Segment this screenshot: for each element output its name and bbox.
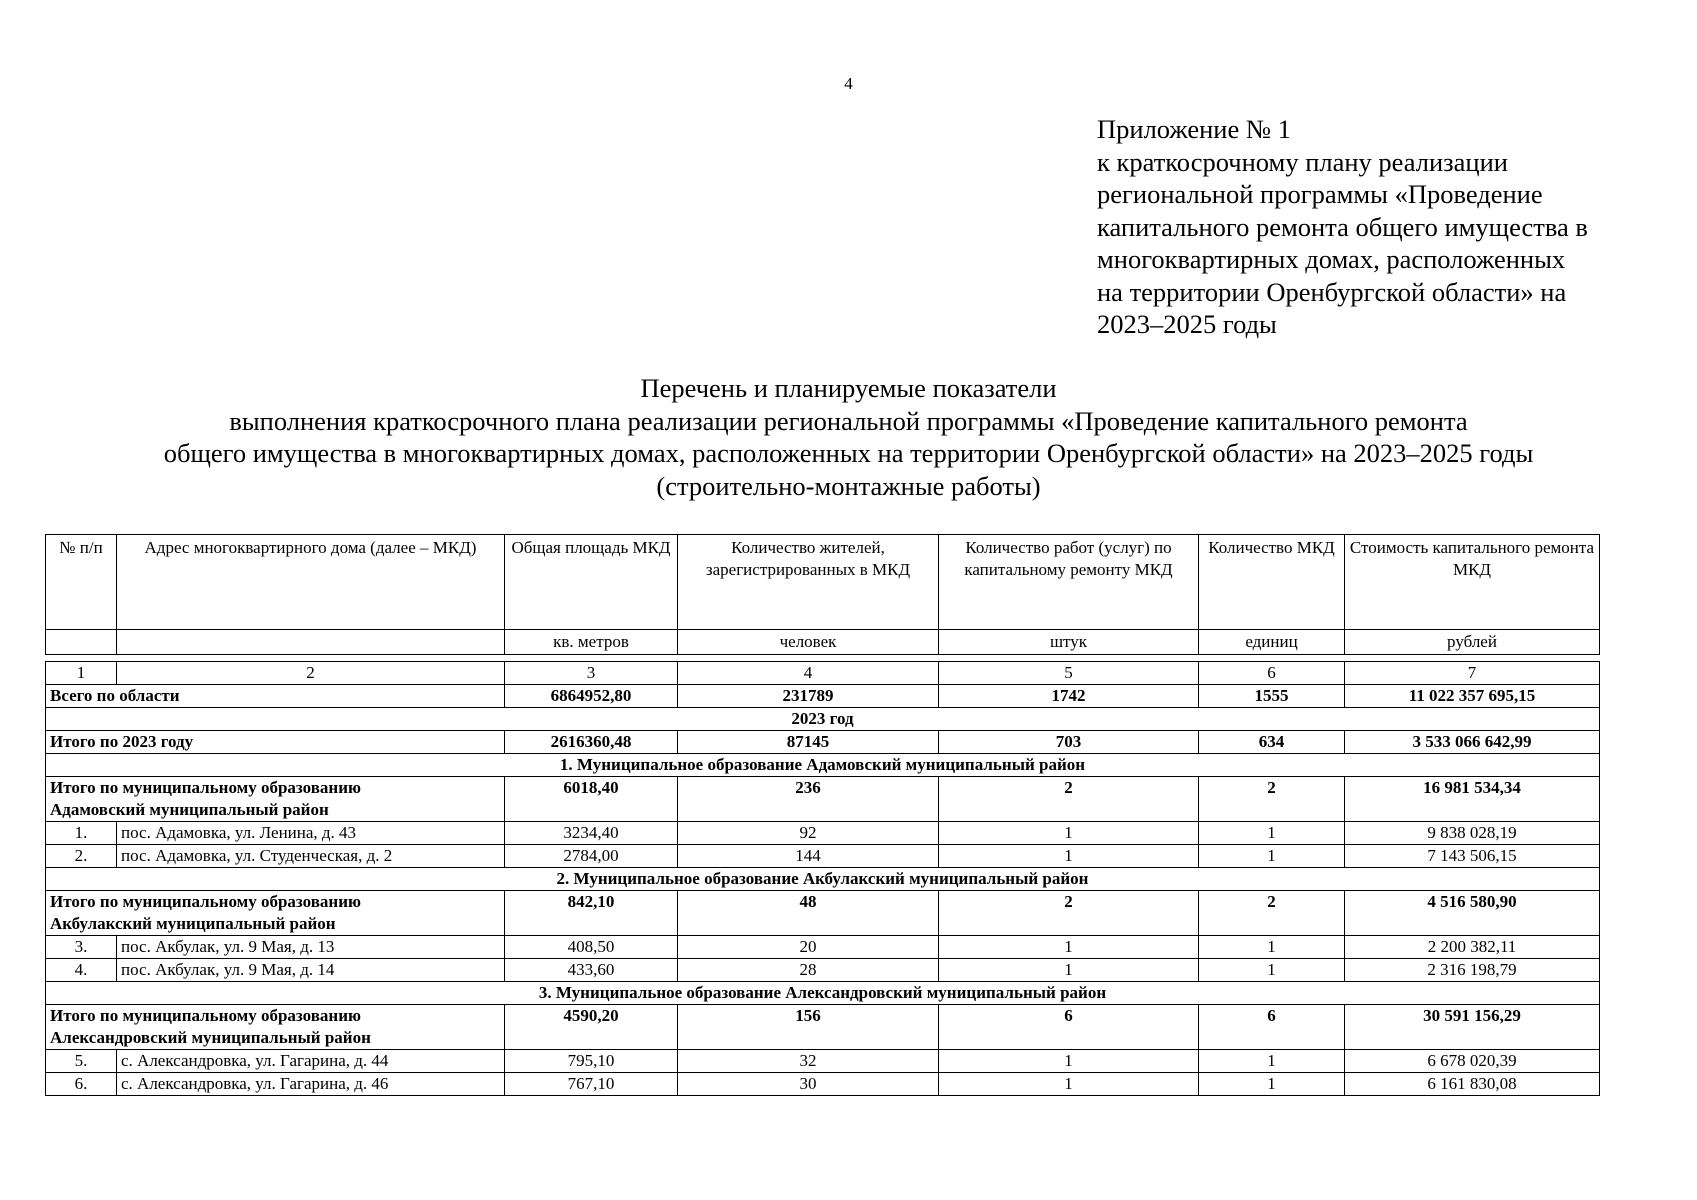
unit-cell	[117, 630, 505, 655]
title-line: Перечень и планируемые показатели	[640, 373, 1057, 403]
total-year-row	[46, 731, 1600, 754]
subtotal-cost: 30 591 156,29	[1345, 1005, 1600, 1050]
header-residents: Количество жителей, зарегистрированных в МКД	[678, 535, 939, 630]
row-area: 795,10	[505, 1050, 678, 1073]
row-cost: 2 316 198,79	[1345, 959, 1600, 982]
row-address: пос. Адамовка, ул. Ленина, д. 43	[117, 822, 505, 845]
subtotal-label-line: Итого по муниципальному образованию	[50, 778, 361, 797]
header-works: Количество работ (услуг) по капитальному ремонту МКД	[939, 535, 1199, 630]
row-residents: 92	[678, 822, 939, 845]
appendix-block	[1097, 113, 1657, 341]
total-year-area: 2616360,48	[505, 731, 678, 754]
section-subtotal-row	[46, 1005, 1600, 1050]
row-count: 1	[1199, 1050, 1345, 1073]
row-address: пос. Акбулак, ул. 9 Мая, д. 14	[117, 959, 505, 982]
subtotal-works: 2	[939, 777, 1199, 822]
total-region-residents: 231789	[678, 685, 939, 708]
page-number: 4	[844, 74, 853, 93]
section-heading-row	[46, 982, 1600, 1005]
row-num: 5.	[46, 1050, 117, 1073]
subtotal-works: 6	[939, 1005, 1199, 1050]
total-region-area: 6864952,80	[505, 685, 678, 708]
total-year-cost: 3 533 066 642,99	[1345, 731, 1600, 754]
row-address: с. Александровка, ул. Гагарина, д. 46	[117, 1073, 505, 1096]
table-row	[46, 959, 1600, 982]
header-count: Количество МКД	[1199, 535, 1345, 630]
table-row	[46, 822, 1600, 845]
subtotal-count: 6	[1199, 1005, 1345, 1050]
row-count: 1	[1199, 845, 1345, 868]
col-number: 7	[1345, 662, 1600, 685]
col-number: 3	[505, 662, 678, 685]
total-year-residents: 87145	[678, 731, 939, 754]
row-residents: 32	[678, 1050, 939, 1073]
appendix-line: к краткосрочному плану реализации	[1097, 146, 1508, 177]
row-works: 1	[939, 936, 1199, 959]
subtotal-count: 2	[1199, 891, 1345, 936]
appendix-line: Приложение № 1	[1097, 114, 1292, 144]
section-heading-row	[46, 754, 1600, 777]
row-residents: 28	[678, 959, 939, 982]
document-title	[0, 372, 1697, 502]
unit-cell: человек	[678, 630, 939, 655]
col-number: 2	[117, 662, 505, 685]
subtotal-area: 4590,20	[505, 1005, 678, 1050]
subtotal-count: 2	[1199, 777, 1345, 822]
table-row	[46, 845, 1600, 868]
total-year-count: 634	[1199, 731, 1345, 754]
row-works: 1	[939, 1073, 1199, 1096]
subtotal-label-line: Акбулакский муниципальный район	[50, 914, 336, 933]
title-line: (строительно-монтажные работы)	[656, 470, 1041, 501]
total-region-label: Всего по области	[46, 685, 505, 708]
subtotal-area: 6018,40	[505, 777, 678, 822]
unit-cell	[46, 630, 117, 655]
section-heading: 1. Муниципальное образование Адамовский муниципальный район	[46, 754, 1600, 777]
appendix-line: на территории Оренбургской области» на	[1097, 276, 1567, 307]
total-year-label: Итого по 2023 году	[46, 731, 505, 754]
row-area: 433,60	[505, 959, 678, 982]
row-count: 1	[1199, 959, 1345, 982]
data-table	[45, 661, 1600, 1096]
unit-cell: рублей	[1345, 630, 1600, 655]
total-region-works: 1742	[939, 685, 1199, 708]
section-heading-row	[46, 868, 1600, 891]
row-num: 3.	[46, 936, 117, 959]
table-row	[46, 1073, 1600, 1096]
row-cost: 6 678 020,39	[1345, 1050, 1600, 1073]
header-cost: Стоимость капитального ремонта МКД	[1345, 535, 1600, 630]
column-number-row	[46, 662, 1600, 685]
unit-cell: единиц	[1199, 630, 1345, 655]
row-works: 1	[939, 845, 1199, 868]
year-heading-row	[46, 708, 1600, 731]
total-region-count: 1555	[1199, 685, 1345, 708]
row-area: 408,50	[505, 936, 678, 959]
row-residents: 30	[678, 1073, 939, 1096]
row-address: пос. Адамовка, ул. Студенческая, д. 2	[117, 845, 505, 868]
unit-cell: штук	[939, 630, 1199, 655]
subtotal-residents: 156	[678, 1005, 939, 1050]
row-cost: 9 838 028,19	[1345, 822, 1600, 845]
col-number: 6	[1199, 662, 1345, 685]
col-number: 5	[939, 662, 1199, 685]
header-address: Адрес многоквартирного дома (далее – МКД)	[117, 535, 505, 630]
section-subtotal-label	[46, 891, 505, 936]
table-row	[46, 1050, 1600, 1073]
subtotal-cost: 4 516 580,90	[1345, 891, 1600, 936]
row-works: 1	[939, 959, 1199, 982]
row-works: 1	[939, 1050, 1199, 1073]
subtotal-label-line: Итого по муниципальному образованию	[50, 892, 361, 911]
col-number: 1	[46, 662, 117, 685]
col-number: 4	[678, 662, 939, 685]
section-subtotal-row	[46, 777, 1600, 822]
subtotal-residents: 48	[678, 891, 939, 936]
row-cost: 7 143 506,15	[1345, 845, 1600, 868]
row-works: 1	[939, 822, 1199, 845]
appendix-line: многоквартирных домах, расположенных	[1097, 244, 1566, 274]
row-residents: 144	[678, 845, 939, 868]
row-count: 1	[1199, 822, 1345, 845]
row-cost: 2 200 382,11	[1345, 936, 1600, 959]
row-address: с. Александровка, ул. Гагарина, д. 44	[117, 1050, 505, 1073]
row-area: 767,10	[505, 1073, 678, 1096]
table-row	[46, 936, 1600, 959]
title-line: общего имущества в многоквартирных домах, расположенных на территории Оренбургской области» на 2023–2025 годы	[163, 438, 1534, 468]
section-heading: 3. Муниципальное образование Александровский муниципальный район	[46, 982, 1600, 1005]
unit-cell: кв. метров	[505, 630, 678, 655]
row-num: 4.	[46, 959, 117, 982]
section-heading: 2. Муниципальное образование Акбулакский муниципальный район	[46, 868, 1600, 891]
year-heading: 2023 год	[46, 708, 1600, 731]
subtotal-cost: 16 981 534,34	[1345, 777, 1600, 822]
section-subtotal-label	[46, 777, 505, 822]
appendix-line: капитального ремонта общего имущества в	[1097, 211, 1588, 242]
total-year-works: 703	[939, 731, 1199, 754]
section-subtotal-row	[46, 891, 1600, 936]
subtotal-residents: 236	[678, 777, 939, 822]
row-address: пос. Акбулак, ул. 9 Мая, д. 13	[117, 936, 505, 959]
title-line: выполнения краткосрочного плана реализации региональной программы «Проведение капитального ремонта	[229, 405, 1468, 436]
subtotal-works: 2	[939, 891, 1199, 936]
row-area: 3234,40	[505, 822, 678, 845]
subtotal-area: 842,10	[505, 891, 678, 936]
row-count: 1	[1199, 1073, 1345, 1096]
row-area: 2784,00	[505, 845, 678, 868]
total-region-row	[46, 685, 1600, 708]
header-area: Общая площадь МКД	[505, 535, 678, 630]
appendix-line: 2023–2025 годы	[1097, 309, 1277, 339]
row-cost: 6 161 830,08	[1345, 1073, 1600, 1096]
section-subtotal-label	[46, 1005, 505, 1050]
row-count: 1	[1199, 936, 1345, 959]
row-residents: 20	[678, 936, 939, 959]
subtotal-label-line: Итого по муниципальному образованию	[50, 1006, 361, 1025]
row-num: 1.	[46, 822, 117, 845]
appendix-line: региональной программы «Проведение	[1097, 179, 1543, 209]
row-num: 6.	[46, 1073, 117, 1096]
row-num: 2.	[46, 845, 117, 868]
header-num: № п/п	[46, 535, 117, 630]
subtotal-label-line: Александровский муниципальный район	[50, 1028, 371, 1047]
total-region-cost: 11 022 357 695,15	[1345, 685, 1600, 708]
table-header	[45, 534, 1600, 655]
subtotal-label-line: Адамовский муниципальный район	[50, 800, 329, 819]
